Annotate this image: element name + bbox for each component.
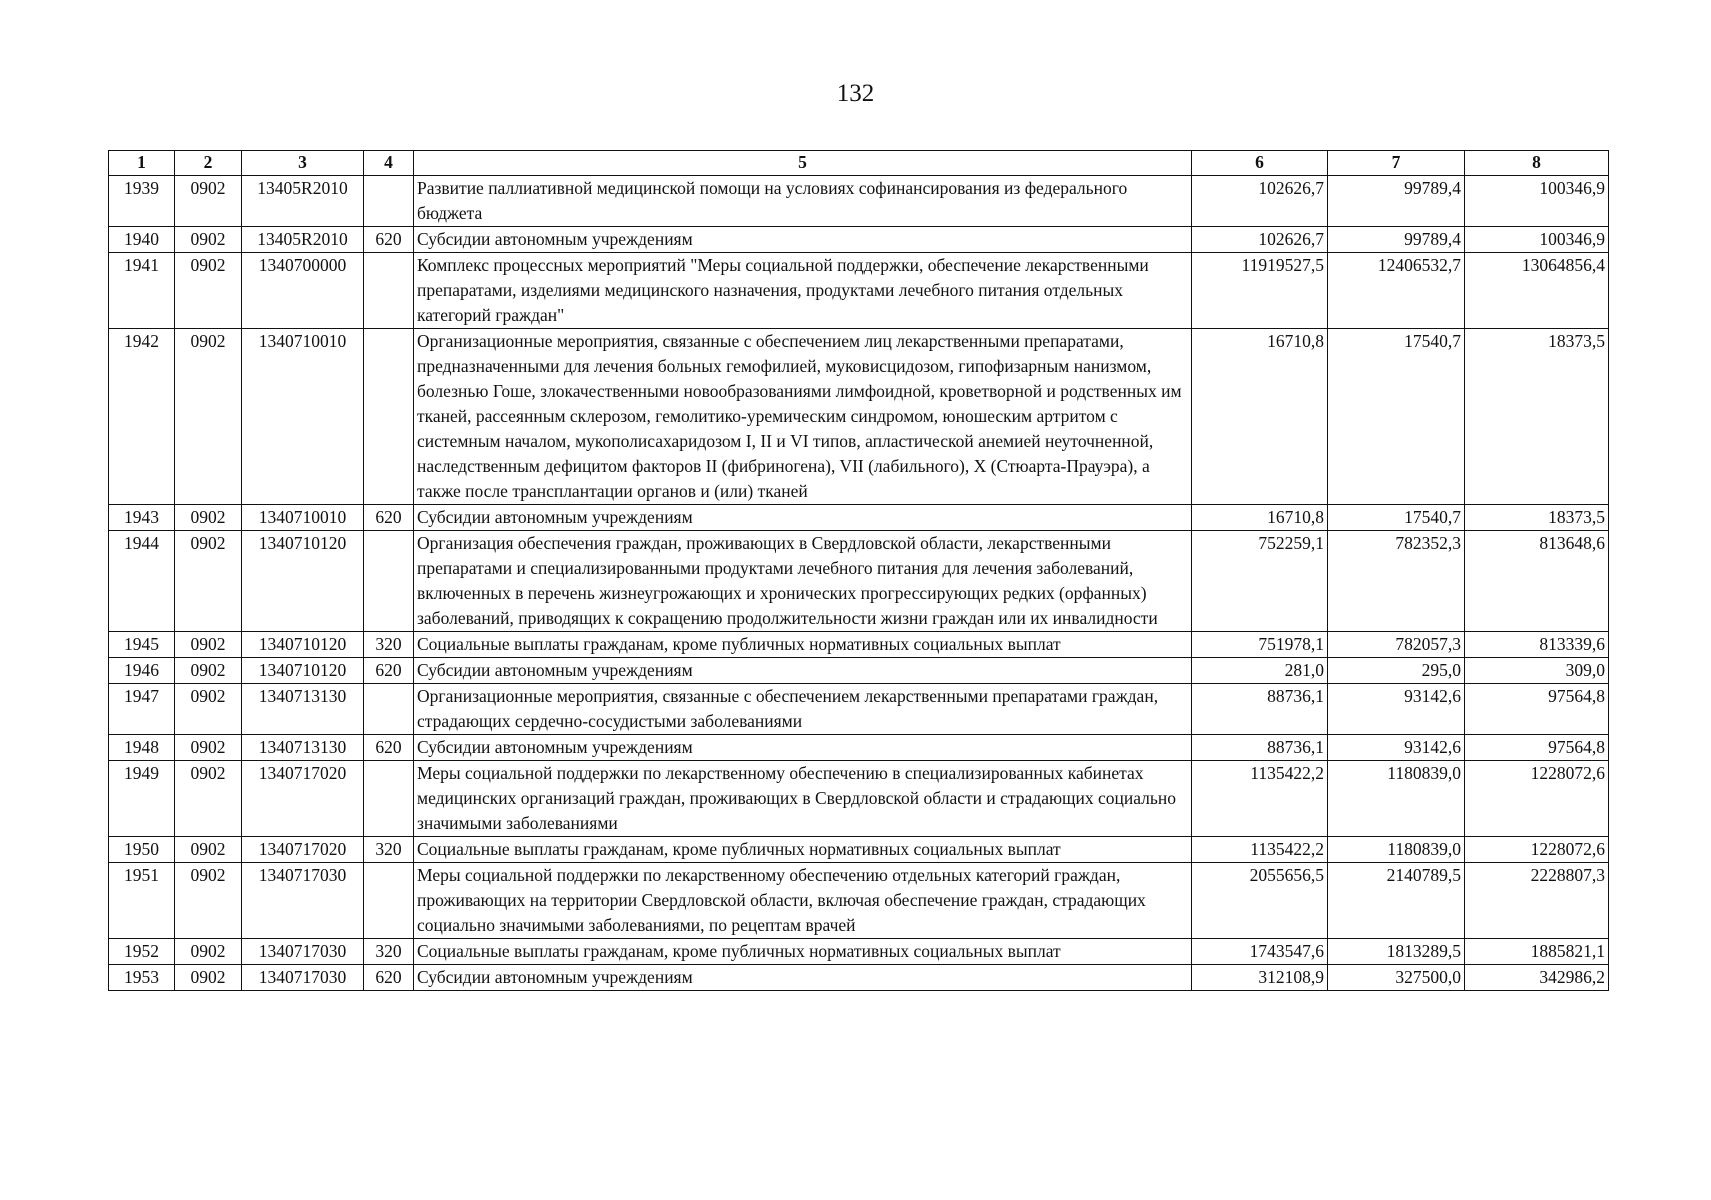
item-name-cell: Социальные выплаты гражданам, кроме публичных нормативных социальных выплат: [414, 632, 1192, 658]
column-header: 6: [1192, 151, 1328, 176]
page-number: 132: [836, 80, 875, 107]
expense-type-cell: [364, 684, 414, 735]
table-row: [109, 227, 1609, 253]
amount-col7-cell: 17540,7: [1328, 329, 1465, 505]
amount-col8-cell: 18373,5: [1465, 505, 1609, 531]
amount-col7-cell: 12406532,7: [1328, 253, 1465, 329]
item-name-cell: Меры социальной поддержки по лекарственному обеспечению отдельных категорий граждан, проживающих на территории Свердловской области, включая обеспечение граждан, страдающих социально значимыми заболеваниями, по рецептам врачей: [414, 863, 1192, 939]
expense-type-cell: [364, 176, 414, 227]
amount-col7-cell: 17540,7: [1328, 505, 1465, 531]
section-code-cell: 0902: [175, 735, 242, 761]
table-row: [109, 939, 1609, 965]
row-number-cell: 1952: [109, 939, 175, 965]
section-code-cell: 0902: [175, 329, 242, 505]
table-row: [109, 863, 1609, 939]
amount-col6-cell: 11919527,5: [1192, 253, 1328, 329]
amount-col8-cell: 97564,8: [1465, 735, 1609, 761]
amount-col7-cell: 1813289,5: [1328, 939, 1465, 965]
target-article-cell: 1340710120: [242, 531, 364, 632]
item-name-cell: Меры социальной поддержки по лекарственному обеспечению в специализированных кабинетах медицинских организаций граждан, проживающих в Свердловской области и страдающих социально значимыми заболеваниями: [414, 761, 1192, 837]
table-row: [109, 632, 1609, 658]
amount-col6-cell: 102626,7: [1192, 227, 1328, 253]
item-name-cell: Развитие паллиативной медицинской помощи на условиях софинансирования из федерального бюджета: [414, 176, 1192, 227]
row-number-cell: 1946: [109, 658, 175, 684]
amount-col6-cell: 2055656,5: [1192, 863, 1328, 939]
row-number-cell: 1951: [109, 863, 175, 939]
item-name-cell: Организационные мероприятия, связанные с обеспечением лекарственными препаратами граждан, страдающих сердечно-сосудистыми заболеваниями: [414, 684, 1192, 735]
column-header: 8: [1465, 151, 1609, 176]
column-header: 2: [175, 151, 242, 176]
amount-col7-cell: 99789,4: [1328, 176, 1465, 227]
table-row: [109, 761, 1609, 837]
amount-col8-cell: 18373,5: [1465, 329, 1609, 505]
amount-col6-cell: 102626,7: [1192, 176, 1328, 227]
target-article-cell: 1340710010: [242, 329, 364, 505]
amount-col8-cell: 1228072,6: [1465, 837, 1609, 863]
section-code-cell: 0902: [175, 505, 242, 531]
target-article-cell: 1340710120: [242, 658, 364, 684]
expense-type-cell: 620: [364, 227, 414, 253]
amount-col7-cell: 782057,3: [1328, 632, 1465, 658]
amount-col7-cell: 2140789,5: [1328, 863, 1465, 939]
row-number-cell: 1949: [109, 761, 175, 837]
row-number-cell: 1939: [109, 176, 175, 227]
section-code-cell: 0902: [175, 837, 242, 863]
amount-col8-cell: 813339,6: [1465, 632, 1609, 658]
item-name-cell: Организационные мероприятия, связанные с обеспечением лиц лекарственными препаратами, предназначенными для лечения больных гемофилией, муковисцидозом, гипофизарным нанизмом, болезнью Гоше, злокачественными новообразованиями лимфоидной, кроветворной и родственных им тканей, рассеянным склерозом, гемолитико-уремическим синдромом, юношеским артритом с системным началом, мукополисахаридозом I, II и VI типов, апластической анемией неуточненной, наследственным дефицитом факторов II (фибриногена), VII (лабильного), X (Стюарта-Прауэра), а также после трансплантации органов и (или) тканей: [414, 329, 1192, 505]
target-article-cell: 1340700000: [242, 253, 364, 329]
table-row: [109, 658, 1609, 684]
amount-col8-cell: 342986,2: [1465, 965, 1609, 991]
section-code-cell: 0902: [175, 176, 242, 227]
amount-col7-cell: 99789,4: [1328, 227, 1465, 253]
table-row: [109, 735, 1609, 761]
expense-type-cell: 620: [364, 505, 414, 531]
amount-col8-cell: 13064856,4: [1465, 253, 1609, 329]
amount-col8-cell: 309,0: [1465, 658, 1609, 684]
expense-type-cell: 620: [364, 735, 414, 761]
target-article-cell: 1340717020: [242, 761, 364, 837]
section-code-cell: 0902: [175, 632, 242, 658]
expense-type-cell: 320: [364, 837, 414, 863]
row-number-cell: 1945: [109, 632, 175, 658]
item-name-cell: Субсидии автономным учреждениям: [414, 227, 1192, 253]
section-code-cell: 0902: [175, 253, 242, 329]
item-name-cell: Комплекс процессных мероприятий "Меры социальной поддержки, обеспечение лекарственными препаратами, изделиями медицинского назначения, продуктами лечебного питания отдельных категорий граждан": [414, 253, 1192, 329]
target-article-cell: 1340717030: [242, 965, 364, 991]
amount-col8-cell: 1228072,6: [1465, 761, 1609, 837]
section-code-cell: 0902: [175, 965, 242, 991]
amount-col6-cell: 752259,1: [1192, 531, 1328, 632]
amount-col6-cell: 1743547,6: [1192, 939, 1328, 965]
table-row: [109, 253, 1609, 329]
amount-col8-cell: 1885821,1: [1465, 939, 1609, 965]
expense-type-cell: 320: [364, 632, 414, 658]
amount-col6-cell: 1135422,2: [1192, 837, 1328, 863]
amount-col7-cell: 295,0: [1328, 658, 1465, 684]
amount-col6-cell: 16710,8: [1192, 505, 1328, 531]
amount-col6-cell: 312108,9: [1192, 965, 1328, 991]
column-header: 1: [109, 151, 175, 176]
target-article-cell: 1340710010: [242, 505, 364, 531]
amount-col6-cell: 751978,1: [1192, 632, 1328, 658]
target-article-cell: 1340713130: [242, 684, 364, 735]
amount-col7-cell: 1180839,0: [1328, 837, 1465, 863]
item-name-cell: Социальные выплаты гражданам, кроме публичных нормативных социальных выплат: [414, 939, 1192, 965]
budget-table: [108, 150, 1609, 991]
table-row: [109, 684, 1609, 735]
row-number-cell: 1944: [109, 531, 175, 632]
amount-col8-cell: 813648,6: [1465, 531, 1609, 632]
expense-type-cell: 620: [364, 965, 414, 991]
target-article-cell: 1340717020: [242, 837, 364, 863]
item-name-cell: Субсидии автономным учреждениям: [414, 735, 1192, 761]
section-code-cell: 0902: [175, 684, 242, 735]
amount-col7-cell: 93142,6: [1328, 684, 1465, 735]
column-header: 7: [1328, 151, 1465, 176]
item-name-cell: Социальные выплаты гражданам, кроме публичных нормативных социальных выплат: [414, 837, 1192, 863]
amount-col6-cell: 88736,1: [1192, 684, 1328, 735]
section-code-cell: 0902: [175, 531, 242, 632]
amount-col6-cell: 1135422,2: [1192, 761, 1328, 837]
item-name-cell: Субсидии автономным учреждениям: [414, 965, 1192, 991]
target-article-cell: 1340710120: [242, 632, 364, 658]
expense-type-cell: [364, 329, 414, 505]
expense-type-cell: [364, 253, 414, 329]
amount-col6-cell: 16710,8: [1192, 329, 1328, 505]
amount-col8-cell: 100346,9: [1465, 227, 1609, 253]
row-number-cell: 1940: [109, 227, 175, 253]
amount-col8-cell: 100346,9: [1465, 176, 1609, 227]
row-number-cell: 1941: [109, 253, 175, 329]
expense-type-cell: [364, 863, 414, 939]
row-number-cell: 1948: [109, 735, 175, 761]
target-article-cell: 1340717030: [242, 939, 364, 965]
row-number-cell: 1942: [109, 329, 175, 505]
table-row: [109, 965, 1609, 991]
item-name-cell: Субсидии автономным учреждениям: [414, 658, 1192, 684]
section-code-cell: 0902: [175, 658, 242, 684]
table-row: [109, 505, 1609, 531]
amount-col7-cell: 93142,6: [1328, 735, 1465, 761]
section-code-cell: 0902: [175, 761, 242, 837]
amount-col6-cell: 281,0: [1192, 658, 1328, 684]
column-header: 4: [364, 151, 414, 176]
item-name-cell: Организация обеспечения граждан, проживающих в Свердловской области, лекарственными препаратами и специализированными продуктами лечебного питания для лечения заболеваний, включенных в перечень жизнеугрожающих и хронических прогрессирующих редких (орфанных) заболеваний, приводящих к сокращению продолжительности жизни граждан или их инвалидности: [414, 531, 1192, 632]
amount-col7-cell: 782352,3: [1328, 531, 1465, 632]
amount-col7-cell: 1180839,0: [1328, 761, 1465, 837]
target-article-cell: 13405R2010: [242, 176, 364, 227]
item-name-cell: Субсидии автономным учреждениям: [414, 505, 1192, 531]
expense-type-cell: 620: [364, 658, 414, 684]
section-code-cell: 0902: [175, 227, 242, 253]
section-code-cell: 0902: [175, 939, 242, 965]
expense-type-cell: [364, 531, 414, 632]
table-body: [109, 176, 1609, 991]
table-row: [109, 176, 1609, 227]
target-article-cell: 1340717030: [242, 863, 364, 939]
expense-type-cell: [364, 761, 414, 837]
amount-col7-cell: 327500,0: [1328, 965, 1465, 991]
amount-col8-cell: 97564,8: [1465, 684, 1609, 735]
table-row: [109, 837, 1609, 863]
amount-col6-cell: 88736,1: [1192, 735, 1328, 761]
target-article-cell: 1340713130: [242, 735, 364, 761]
expense-type-cell: 320: [364, 939, 414, 965]
row-number-cell: 1947: [109, 684, 175, 735]
column-header: 3: [242, 151, 364, 176]
row-number-cell: 1943: [109, 505, 175, 531]
column-header: 5: [414, 151, 1192, 176]
amount-col8-cell: 2228807,3: [1465, 863, 1609, 939]
section-code-cell: 0902: [175, 863, 242, 939]
table-row: [109, 531, 1609, 632]
row-number-cell: 1950: [109, 837, 175, 863]
row-number-cell: 1953: [109, 965, 175, 991]
target-article-cell: 13405R2010: [242, 227, 364, 253]
table-row: [109, 329, 1609, 505]
header-row: [109, 151, 1609, 176]
